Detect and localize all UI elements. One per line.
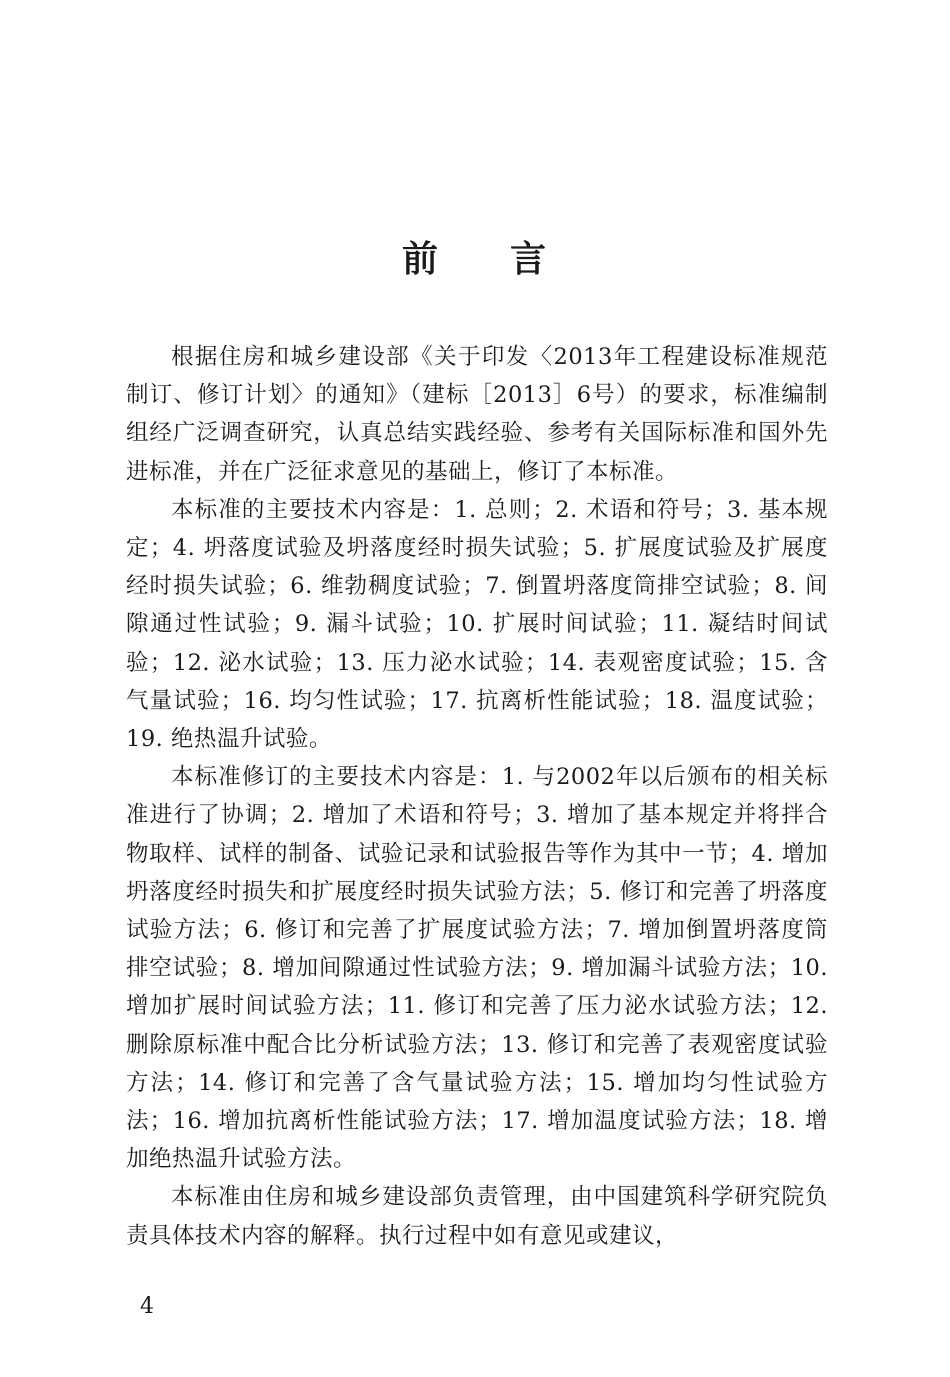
paragraph-1: 根据住房和城乡建设部《关于印发〈2013年工程建设标准规范制订、修订计划〉的通知》（建标［2013］6号）的要求，标准编制组经广泛调查研究，认真总结实践经验、参考有关国际标准和国外先进标准，并在广泛征求意见的基础上，修订了本标准。 <box>126 344 828 485</box>
page-title-char-2: 言 <box>510 239 549 280</box>
page-title <box>0 232 950 288</box>
preface-body <box>126 338 828 1255</box>
paragraph-3: 本标准修订的主要技术内容是：1. 与2002年以后颁布的相关标准进行了协调；2. 增加了术语和符号；3. 增加了基本规定并将拌合物取样、试样的制备、试验记录和试验报告等作为其中一节；4. 增加坍落度经时损失和扩展度经时损失试验方法；5. 修订和完善了坍落度试验方法；6. 修订和完善了扩展度试验方法；7. 增加倒置坍落度筒排空试验；8. 增加间隙通过性试验方法；9. 增加漏斗试验方法；10. 增加扩展时间试验方法；11. 修订和完善了压力泌水试验方法；12. 删除原标准中配合比分析试验方法；13. 修订和完善了表观密度试验方法；14. 修订和完善了含气量试验方法；15. 增加均匀性试验方法；16. 增加抗离析性能试验方法；17. 增加温度试验方法；18. 增加绝热温升试验方法。 <box>126 764 828 1173</box>
page-number: 4 <box>140 1294 154 1319</box>
paragraph-4: 本标准由住房和城乡建设部负责管理，由中国建筑科学研究院负责具体技术内容的解释。执行过程中如有意见或建议， <box>126 1184 828 1249</box>
paragraph-2: 本标准的主要技术内容是：1. 总则；2. 术语和符号；3. 基本规定；4. 坍落度试验及坍落度经时损失试验；5. 扩展度试验及扩展度经时损失试验；6. 维勃稠度试验；7. 倒置坍落度筒排空试验；8. 间隙通过性试验；9. 漏斗试验；10. 扩展时间试验；11. 凝结时间试验；12. 泌水试验；13. 压力泌水试验；14. 表观密度试验；15. 含气量试验；16. 均匀性试验；17. 抗离析性能试验；18. 温度试验；19. 绝热温升试验。 <box>126 496 828 753</box>
page-title-char-1: 前 <box>401 239 440 280</box>
